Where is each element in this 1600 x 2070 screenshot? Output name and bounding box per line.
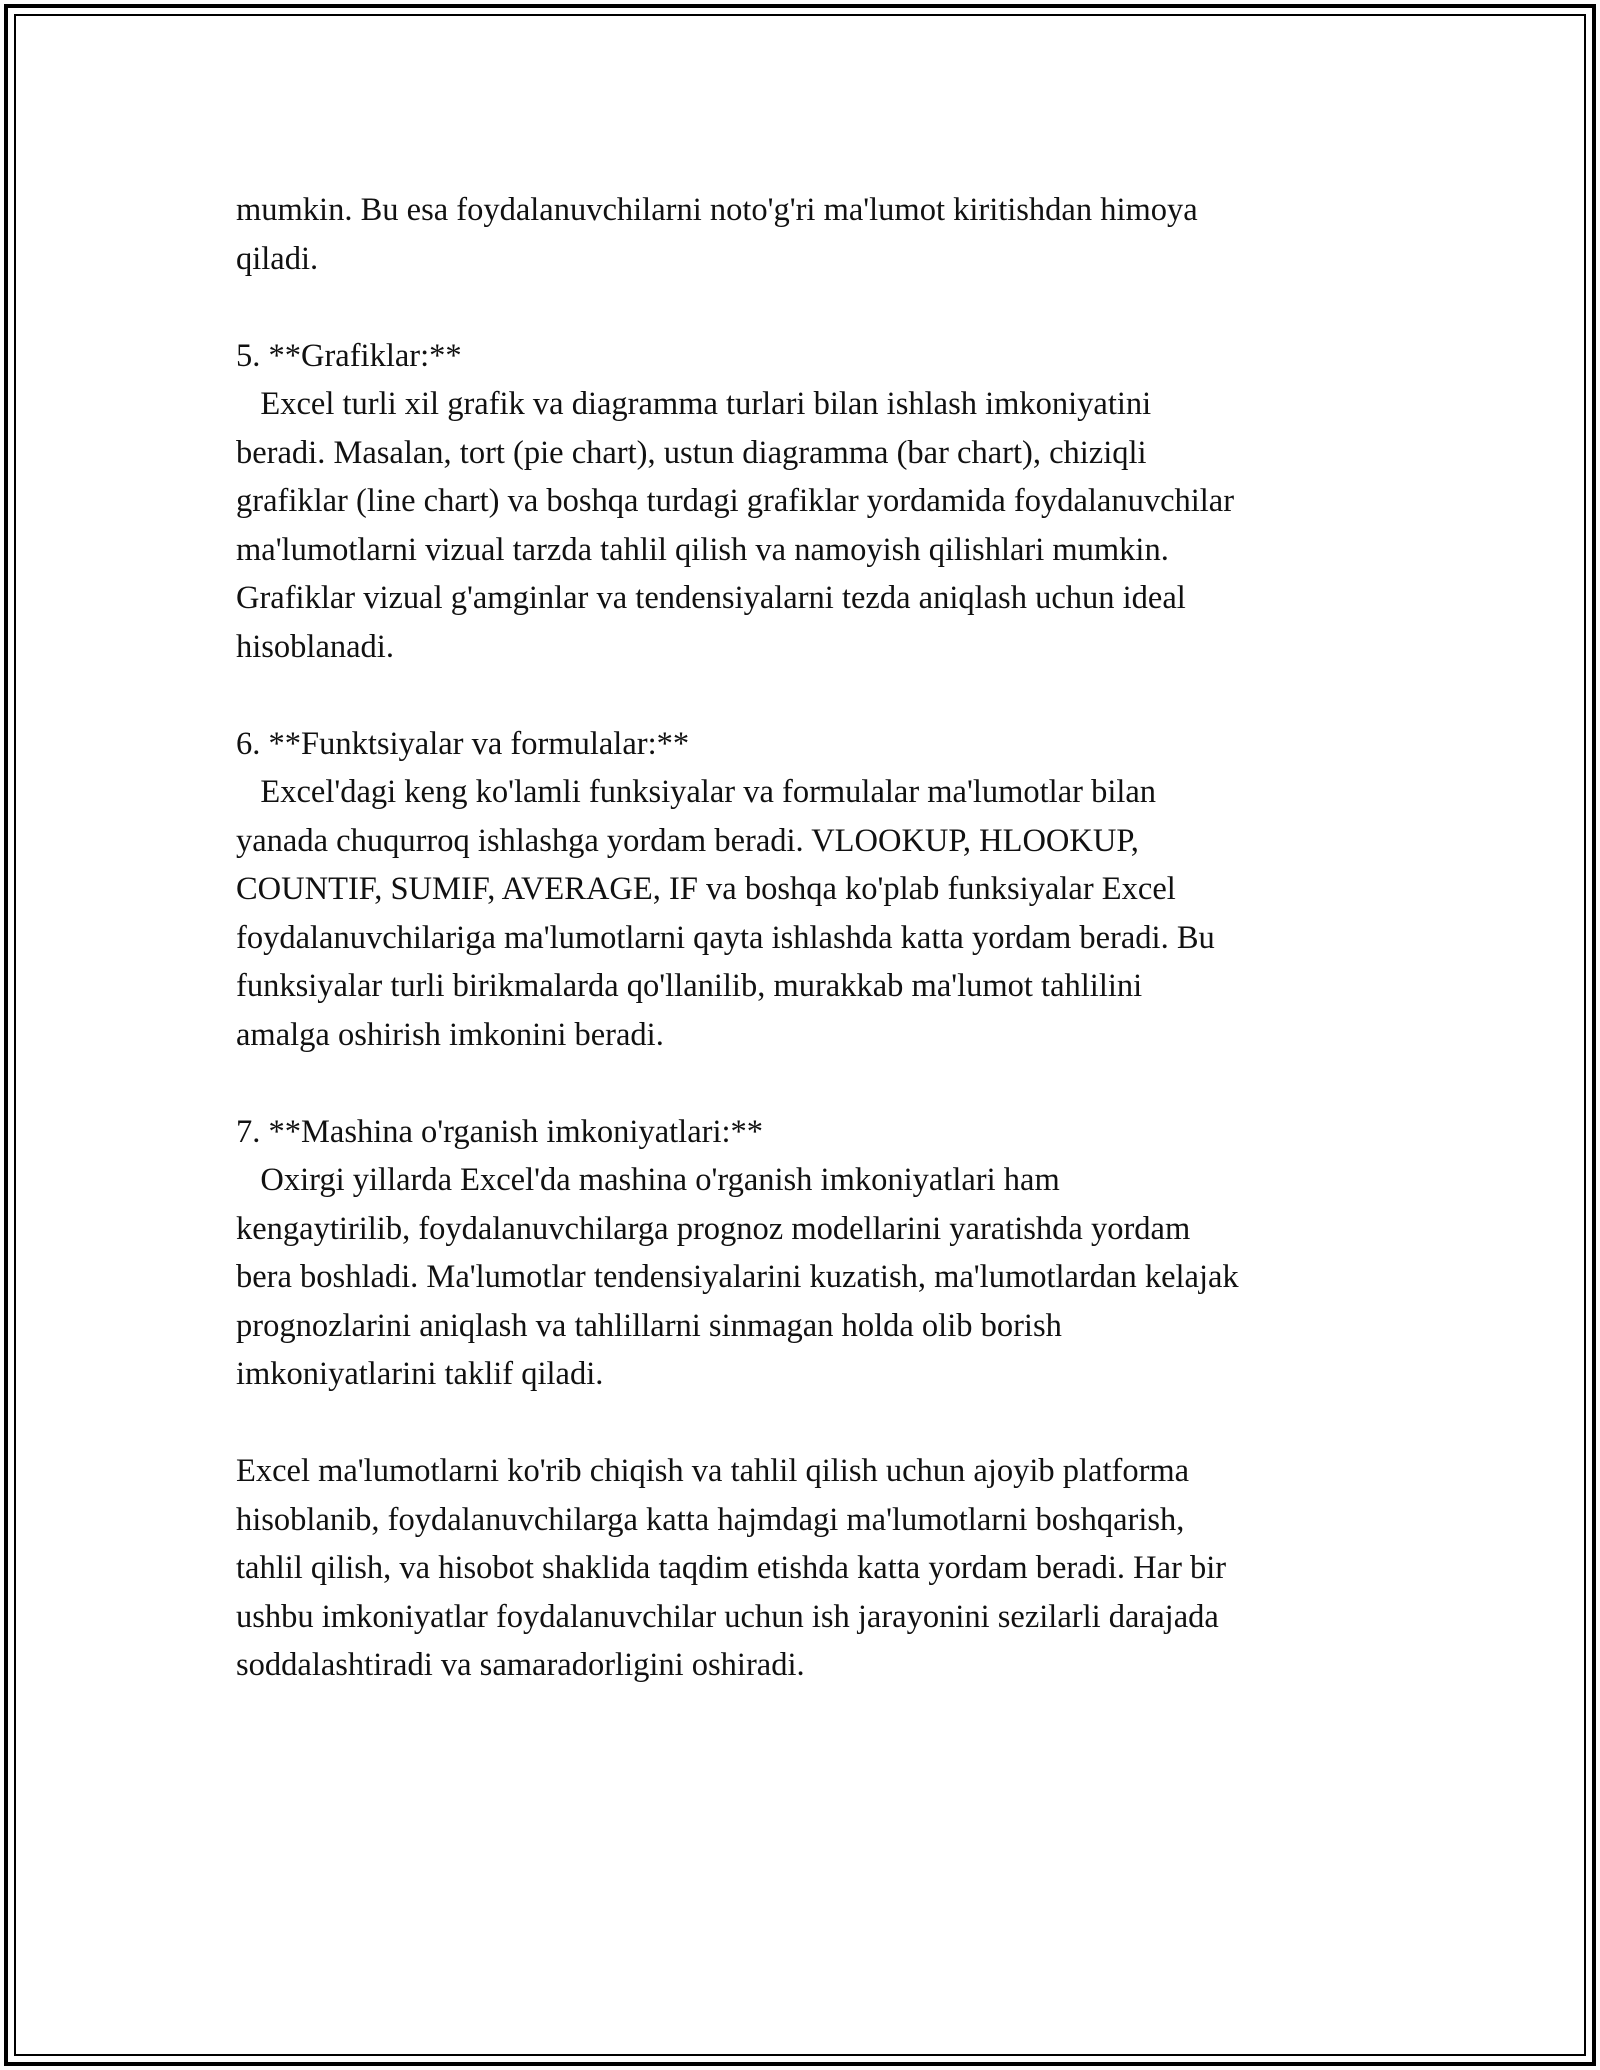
paragraph-gap [236,283,1416,332]
text-line: qiladi. [236,240,319,277]
conclusion-paragraph [236,1447,1416,1690]
text-line: yanada chuqurroq ishlashga yordam beradi. VLOOKUP, HLOOKUP, [236,822,1139,859]
section-mashina-organish [236,1108,1416,1399]
text-line: soddalashtiradi va samaradorligini oshiradi. [236,1647,805,1683]
text-line: ushbu imkoniyatlar foydalanuvchilar uchun ish jarayonini sezilarli darajada [236,1598,1219,1635]
text-line: Excel turli xil grafik va diagramma turlari bilan ishlash imkoniyatini [236,386,1152,422]
text-line: imkoniyatlarini taklif qiladi. [236,1356,604,1392]
document-body [236,186,1416,1690]
text-line: amalga oshirish imkonini beradi. [236,1016,664,1053]
paragraph-gap [236,1399,1416,1448]
text-line: beradi. Masalan, tort (pie chart), ustun diagramma (bar chart), chiziqli [236,434,1147,471]
text-line: hisoblanib, foydalanuvchilarga katta hajmdagi ma'lumotlarni boshqarish, [236,1501,1185,1538]
text-line: bera boshladi. Ma'lumotlar tendensiyalarini kuzatish, ma'lumotlardan kelajak [236,1259,1239,1295]
section-funktsiyalar [236,720,1416,1060]
text-line: hisoblanadi. [236,628,394,665]
text-line: kengaytirilib, foydalanuvchilarga prognoz modellarini yaratishda yordam [236,1210,1191,1247]
text-line: Oxirgi yillarda Excel'da mashina o'rganish imkoniyatlari ham [236,1162,1060,1198]
text-line: foydalanuvchilariga ma'lumotlarni qayta ishlashda katta yordam beradi. Bu [236,919,1215,956]
text-line: tahlil qilish, va hisobot shaklida taqdim etishda katta yordam beradi. Har bir [236,1550,1227,1586]
text-line: ma'lumotlarni vizual tarzda tahlil qilish va namoyish qilishlari mumkin. [236,531,1169,568]
section-grafiklar [236,332,1416,672]
paragraph-gap [236,1059,1416,1108]
text-line: prognozlarini aniqlash va tahlillarni sinmagan holda olib borish [236,1307,1062,1344]
text-line: grafiklar (line chart) va boshqa turdagi grafiklar yordamida foydalanuvchilar [236,483,1235,519]
text-line: funksiyalar turli birikmalarda qo'llanilib, murakkab ma'lumot tahlilini [236,968,1143,1004]
paragraph-gap [236,671,1416,720]
continuation-paragraph [236,186,1416,283]
text-line: mumkin. Bu esa foydalanuvchilarni noto'g'ri ma'lumot kiritishdan himoya [236,192,1198,228]
text-line: Grafiklar vizual g'amginlar va tendensiyalarni tezda aniqlash uchun ideal [236,580,1186,616]
section-heading: 5. **Grafiklar:** [236,337,462,374]
section-heading: 7. **Mashina o'rganish imkoniyatlari:** [236,1113,763,1150]
text-line: Excel'dagi keng ko'lamli funksiyalar va formulalar ma'lumotlar bilan [236,774,1157,810]
text-line: COUNTIF, SUMIF, AVERAGE, IF va boshqa ko'plab funksiyalar Excel [236,871,1176,907]
section-heading: 6. **Funktsiyalar va formulalar:** [236,725,690,762]
text-line: Excel ma'lumotlarni ko'rib chiqish va tahlil qilish uchun ajoyib platforma [236,1453,1190,1489]
